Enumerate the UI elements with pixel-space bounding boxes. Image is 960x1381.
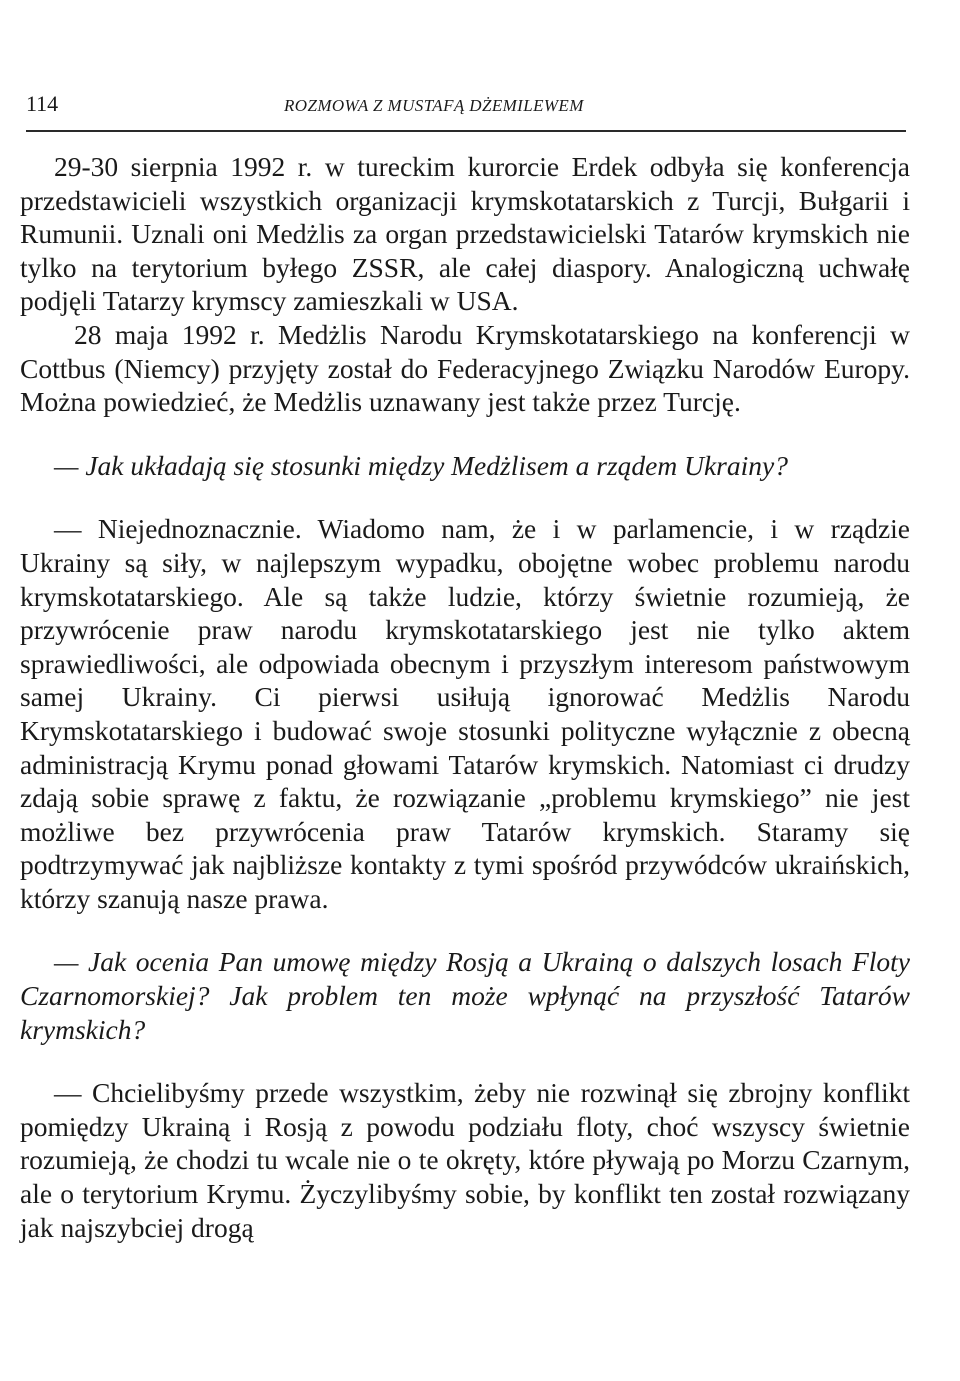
running-title: ROZMOWA Z MUSTAFĄ DŻEMILEWEM [284, 96, 584, 115]
paragraph-conference-cottbus: 28 maja 1992 r. Medżlis Narodu Krymskotatarskiego na konferencji w Cottbus (Niemcy) przyjęty został do Federacyjnego Związku Narodów Europy. Można powiedzieć, że Medżlis uznawany jest także przez Turcję. [20, 318, 910, 418]
page-number: 114 [26, 91, 59, 116]
running-head [26, 90, 906, 126]
paragraph-conference-erdek: 29-30 sierpnia 1992 r. w tureckim kurorcie Erdek odbyła się konferencja przedstawicieli wszystkich organizacji krymskotatarskich z Turcji, Bułgarii i Rumunii. Uznali oni Medżlis za organ przedstawicielski Tatarów krymskich nie tylko na terytorium byłego ZSSR, ale całej diaspory. Analogiczną uchwałę podjęli Tatarzy krymscy zamieszkali w USA. [20, 151, 910, 317]
header-rule [26, 130, 906, 132]
question-ukraine-relations: — Jak układają się stosunki między Medżlisem a rządem Ukrainy? [54, 449, 788, 481]
question-black-sea-fleet: — Jak ocenia Pan umowę między Rosją a Ukrainą o dalszych losach Floty Czarnomorskiej? Jak problem ten może wpłynąć na przyszłość Tatarów krymskich? [20, 946, 910, 1045]
body-text [20, 150, 910, 1244]
answer-ukraine-relations: — Niejednoznacznie. Wiadomo nam, że i w parlamencie, i w rządzie Ukrainy są siły, w najlepszym wypadku, obojętne wobec problemu narodu krymskotatarskiego. Ale są także ludzie, którzy świetnie rozumieją, że przywrócenie praw narodu krymskotatarskiego jest nie tylko aktem sprawiedliwości, ale odpowiada obecnym i przyszłym interesom państwowym samej Ukrainy. Ci pierwsi usiłują ignorować Medżlis Narodu Krymskotatarskiego i budować swoje stosunki polityczne wyłącznie z obecną administracją Krymu ponad głowami Tatarów krymskich. Natomiast ci drudzy zdają sobie sprawę z faktu, że rozwiązanie „problemu krymskiego” nie jest możliwe bez przywrócenia praw Tatarów krymskich. Staramy się podtrzymywać jak najbliższe kontakty z tymi spośród przywódców ukraińskich, którzy szanują nasze prawa. [20, 513, 910, 914]
answer-black-sea-fleet: — Chcielibyśmy przede wszystkim, żeby nie rozwinął się zbrojny konflikt pomiędzy Ukrainą i Rosją z powodu podziału floty, choć wszyscy świetnie rozumieją, że chodzi tu wcale nie o te okręty, które pływają po Morzu Czarnym, ale o terytorium Krymu. Życzylibyśmy sobie, by konflikt ten został rozwiązany jak najszybciej drogą [20, 1077, 910, 1243]
